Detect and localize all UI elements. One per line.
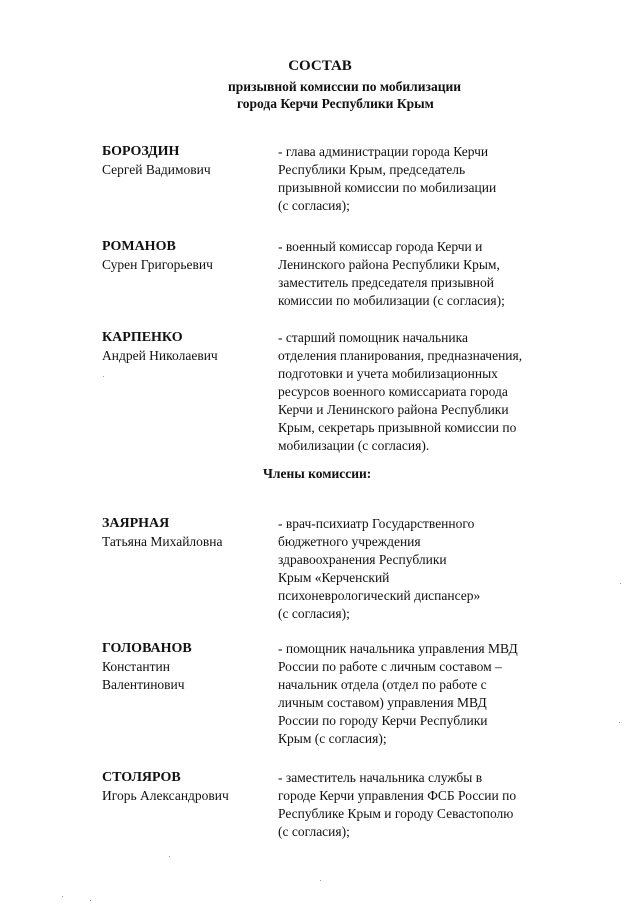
entry-description: [278, 143, 568, 215]
entry-description: [278, 515, 568, 623]
description-line: подготовки и учета мобилизационных: [278, 366, 498, 381]
description-line: психоневрологический диспансер»: [278, 588, 481, 603]
description-line: (с согласия);: [278, 606, 350, 621]
scan-speck: [169, 856, 170, 857]
description-line: мобилизации (с согласия).: [278, 438, 430, 453]
description-line: Республики Крым, председатель: [278, 162, 466, 177]
description-line: Крым, секретарь призывной комиссии по: [278, 420, 517, 435]
entry-given-names: [102, 161, 211, 179]
document-title: СОСТАВ: [288, 58, 352, 74]
description-line: - военный комиссар города Керчи и: [278, 239, 483, 254]
description-line: Керчи и Ленинского района Республики: [278, 402, 509, 417]
document-subtitle-line-1: призывной комиссии по мобилизации: [228, 79, 462, 94]
description-line: здравоохранения Республики: [278, 552, 447, 567]
scan-speck: [103, 376, 104, 377]
entry-description: [278, 640, 568, 748]
entry-description: [278, 329, 568, 455]
description-line: России по городу Керчи Республики: [278, 713, 488, 728]
description-line: России по работе с личным составом –: [278, 659, 502, 674]
description-line: личным составом) управления МВД: [278, 695, 487, 710]
entry-given-names: [102, 787, 229, 805]
description-line: Крым (с согласия);: [278, 731, 387, 746]
description-line: Республике Крым и городу Севастополю: [278, 806, 514, 821]
description-line: - помощник начальника управления МВД: [278, 641, 518, 656]
scan-speck: [320, 880, 321, 881]
entry-surname: ЗАЯРНАЯ: [102, 516, 170, 531]
scan-speck: [619, 722, 620, 723]
description-line: - врач-психиатр Государственного: [278, 516, 475, 531]
entry-given-names-line: Татьяна Михайловна: [102, 534, 223, 549]
entry-given-names: [102, 256, 213, 274]
description-line: отделения планирования, предназначения,: [278, 348, 523, 363]
entry-given-names-line: Сергей Вадимович: [102, 162, 211, 177]
entry-given-names-line: Сурен Григорьевич: [102, 257, 213, 272]
description-line: Крым «Керченский: [278, 570, 390, 585]
description-line: бюджетного учреждения: [278, 534, 421, 549]
description-line: городе Керчи управления ФСБ России по: [278, 788, 517, 803]
entry-surname: СТОЛЯРОВ: [102, 770, 181, 785]
entry-given-names: [102, 658, 185, 694]
entry-given-names: [102, 347, 218, 365]
entry-surname: ГОЛОВАНОВ: [102, 641, 192, 656]
entry-surname: РОМАНОВ: [102, 239, 176, 254]
description-line: ресурсов военного комиссариата города: [278, 384, 508, 399]
entry-given-names-line: Андрей Николаевич: [102, 348, 218, 363]
description-line: - старший помощник начальника: [278, 330, 468, 345]
description-line: Ленинского района Республики Крым,: [278, 257, 500, 272]
scan-speck: [62, 896, 63, 897]
entry-given-names-line: Валентинович: [102, 677, 185, 692]
description-line: - глава администрации города Керчи: [278, 144, 489, 159]
scan-speck: [90, 900, 91, 901]
description-line: (с согласия);: [278, 824, 350, 839]
entry-given-names-line: Игорь Александрович: [102, 788, 229, 803]
entry-given-names-line: Константин: [102, 659, 170, 674]
description-line: призывной комиссии по мобилизации: [278, 180, 497, 195]
entry-surname: КАРПЕНКО: [102, 330, 183, 345]
scan-speck: [620, 583, 621, 584]
description-line: начальник отдела (отдел по работе с: [278, 677, 487, 692]
description-line: заместитель председателя призывной: [278, 275, 494, 290]
entry-given-names: [102, 533, 223, 551]
description-line: - заместитель начальника службы в: [278, 770, 483, 785]
description-line: (с согласия);: [278, 198, 350, 213]
members-heading: Члены комиссии:: [263, 466, 372, 481]
entry-surname: БОРОЗДИН: [102, 144, 180, 159]
entry-description: [278, 238, 568, 310]
document-subtitle-line-2: города Керчи Республики Крым: [237, 96, 434, 111]
entry-description: [278, 769, 568, 841]
description-line: комиссии по мобилизации (с согласия);: [278, 293, 505, 308]
